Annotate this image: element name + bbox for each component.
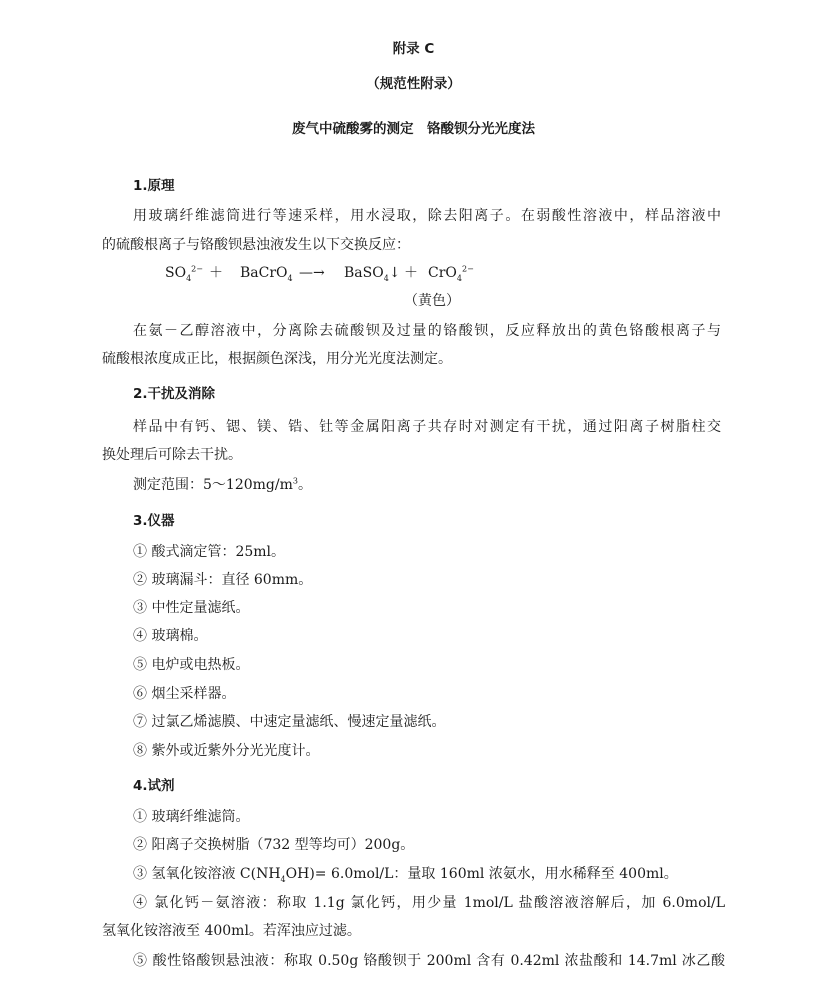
- section-heading-reagents: 4.试剂: [133, 778, 175, 794]
- eq-note-yellow: （黄色）: [404, 293, 460, 309]
- eq-plus: ＋: [404, 265, 418, 281]
- appendix-label: 附录 C: [392, 41, 435, 57]
- list-item: ⑦ 过氯乙烯滤膜、中速定量滤纸、慢速定量滤纸。: [133, 714, 446, 730]
- list-item: ① 玻璃纤维滤筒。: [133, 809, 250, 825]
- section-heading-interference: 2.干扰及消除: [133, 386, 216, 402]
- list-item: ② 玻璃漏斗：直径 60mm。: [133, 572, 313, 588]
- paragraph-line: 在氨－乙醇溶液中，分离除去硫酸钡及过量的铬酸钡，反应释放出的黄色铬酸根离子与: [133, 323, 721, 339]
- eq-arrow: —→: [299, 265, 325, 281]
- paragraph-line: 硫酸根浓度成正比，根据颜色深浅，用分光光度法测定。: [102, 351, 452, 367]
- page-title: 废气中硫酸雾的测定 铬酸钡分光光度法: [292, 121, 535, 137]
- list-item: ⑧ 紫外或近紫外分光光度计。: [133, 743, 320, 759]
- list-item: ④ 玻璃棉。: [133, 628, 208, 644]
- list-item: ⑤ 酸性铬酸钡悬浊液：称取 0.50g 铬酸钡于 200ml 含有 0.42ml 浓盐酸和 14.7ml 冰乙酸: [133, 953, 725, 969]
- list-item: ② 阳离子交换树脂（732 型等均可）200g。: [133, 837, 415, 853]
- paragraph-line: 换处理后可除去干扰。: [102, 447, 242, 463]
- eq-barium-sulfate: BaSO$_4$↓: [344, 265, 401, 283]
- list-item: ⑥ 烟尘采样器。: [133, 686, 236, 702]
- eq-plus: ＋: [209, 265, 223, 281]
- list-item: ④ 氯化钙－氨溶液：称取 1.1g 氯化钙，用少量 1mol/L 盐酸溶液溶解后，加 6.0mol/L: [133, 895, 725, 911]
- section-heading-principle: 1.原理: [133, 178, 175, 194]
- list-item: ① 酸式滴定管：25ml。: [133, 544, 286, 560]
- paragraph-line: 样品中有钙、锶、镁、锆、钍等金属阳离子共存时对测定有干扰，通过阳离子树脂柱交: [133, 419, 721, 435]
- paragraph-line: 的硫酸根离子与铬酸钡悬浊液发生以下交换反应：: [102, 237, 410, 253]
- eq-chromate: CrO$_4^{2-}$: [428, 264, 474, 283]
- list-item: ⑤ 电炉或电热板。: [133, 657, 250, 673]
- paragraph-line: 用玻璃纤维滤筒进行等速采样，用水浸取，除去阳离子。在弱酸性溶液中，样品溶液中: [133, 208, 721, 224]
- measurement-range: 测定范围：$5\sim 120mg/m^3$。: [133, 476, 312, 493]
- list-item: ③ 中性定量滤纸。: [133, 600, 250, 616]
- list-item: ③ 氢氧化铵溶液 $C(NH_4OH)= 6.0mol/L$：量取 160ml 浓氨水，用水稀释至 400ml。: [133, 866, 678, 884]
- list-item-continuation: 氢氧化铵溶液至 400ml。若浑浊应过滤。: [102, 923, 361, 939]
- eq-barium-chromate: BaCrO$_4$: [240, 265, 293, 283]
- section-heading-apparatus: 3.仪器: [133, 513, 175, 529]
- reaction-equation: [0, 264, 827, 284]
- eq-sulfate: $SO_4^{2-}$: [165, 264, 203, 283]
- appendix-type: （规范性附录）: [366, 76, 461, 92]
